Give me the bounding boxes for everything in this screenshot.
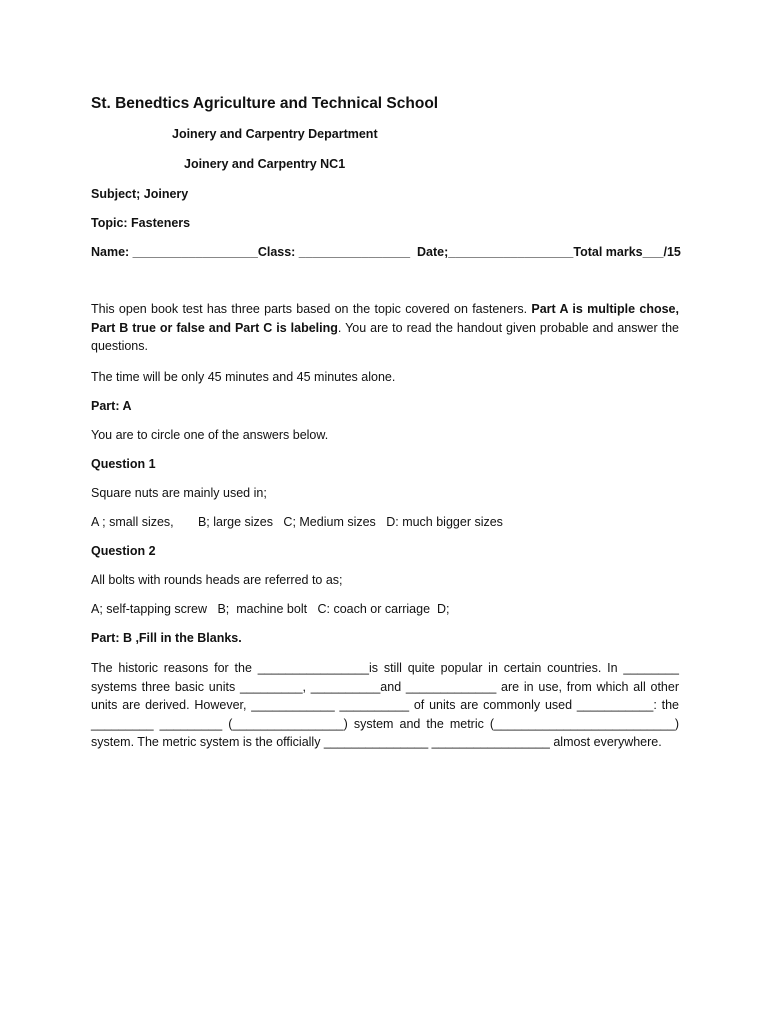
subject-line: Subject; Joinery [91,187,189,201]
intro-text-1: This open book test has three parts based on the topic covered on fasteners. [91,302,532,316]
topic-line: Topic: Fasteners [91,216,191,230]
part-a-heading: Part: A [91,399,132,413]
question-1-heading: Question 1 [91,457,156,471]
intro-text-2: . You are to read the handout given probable and answer the questions. [91,320,679,353]
question-1-text: Square nuts are mainly used in; [91,486,267,500]
school-title: St. Benedtics Agriculture and Technical School [91,95,439,112]
question-2-text: All bolts with rounds heads are referred to as; [91,573,343,587]
course-title: Joinery and Carpentry NC1 [184,157,346,171]
question-1-options: A ; small sizes, B; large sizes C; Medium sizes D: much bigger sizes [91,515,503,529]
question-2-heading: Question 2 [91,544,156,558]
name-class-date-line: Name: __________________Class: ________________ Date;__________________Total marks___/15 [91,245,681,259]
intro-text-parts: Part A is multiple chose, Part B true or false and Part C is labeling [91,302,679,335]
part-b-fill-in-paragraph: The historic reasons for the ________________is still quite popular in certain countries. In ________ systems three basic units _________, __________and _____________ are in use, from which all other units are derived. However, ____________ __________ of units are commonly used ___________: the _________ _________ (________________) system and the metric (__________________________) system. The metric system is the officially _______________ _________________ almost everywhere. [91,661,679,749]
part-b-heading: Part: B ,Fill in the Blanks. [91,631,242,645]
intro-paragraph [91,300,679,356]
department-title: Joinery and Carpentry Department [172,127,378,141]
time-note: The time will be only 45 minutes and 45 minutes alone. [91,370,396,384]
question-2-options: A; self-tapping screw B; machine bolt C: coach or carriage D; [91,602,450,616]
part-a-instruction: You are to circle one of the answers below. [91,428,329,442]
